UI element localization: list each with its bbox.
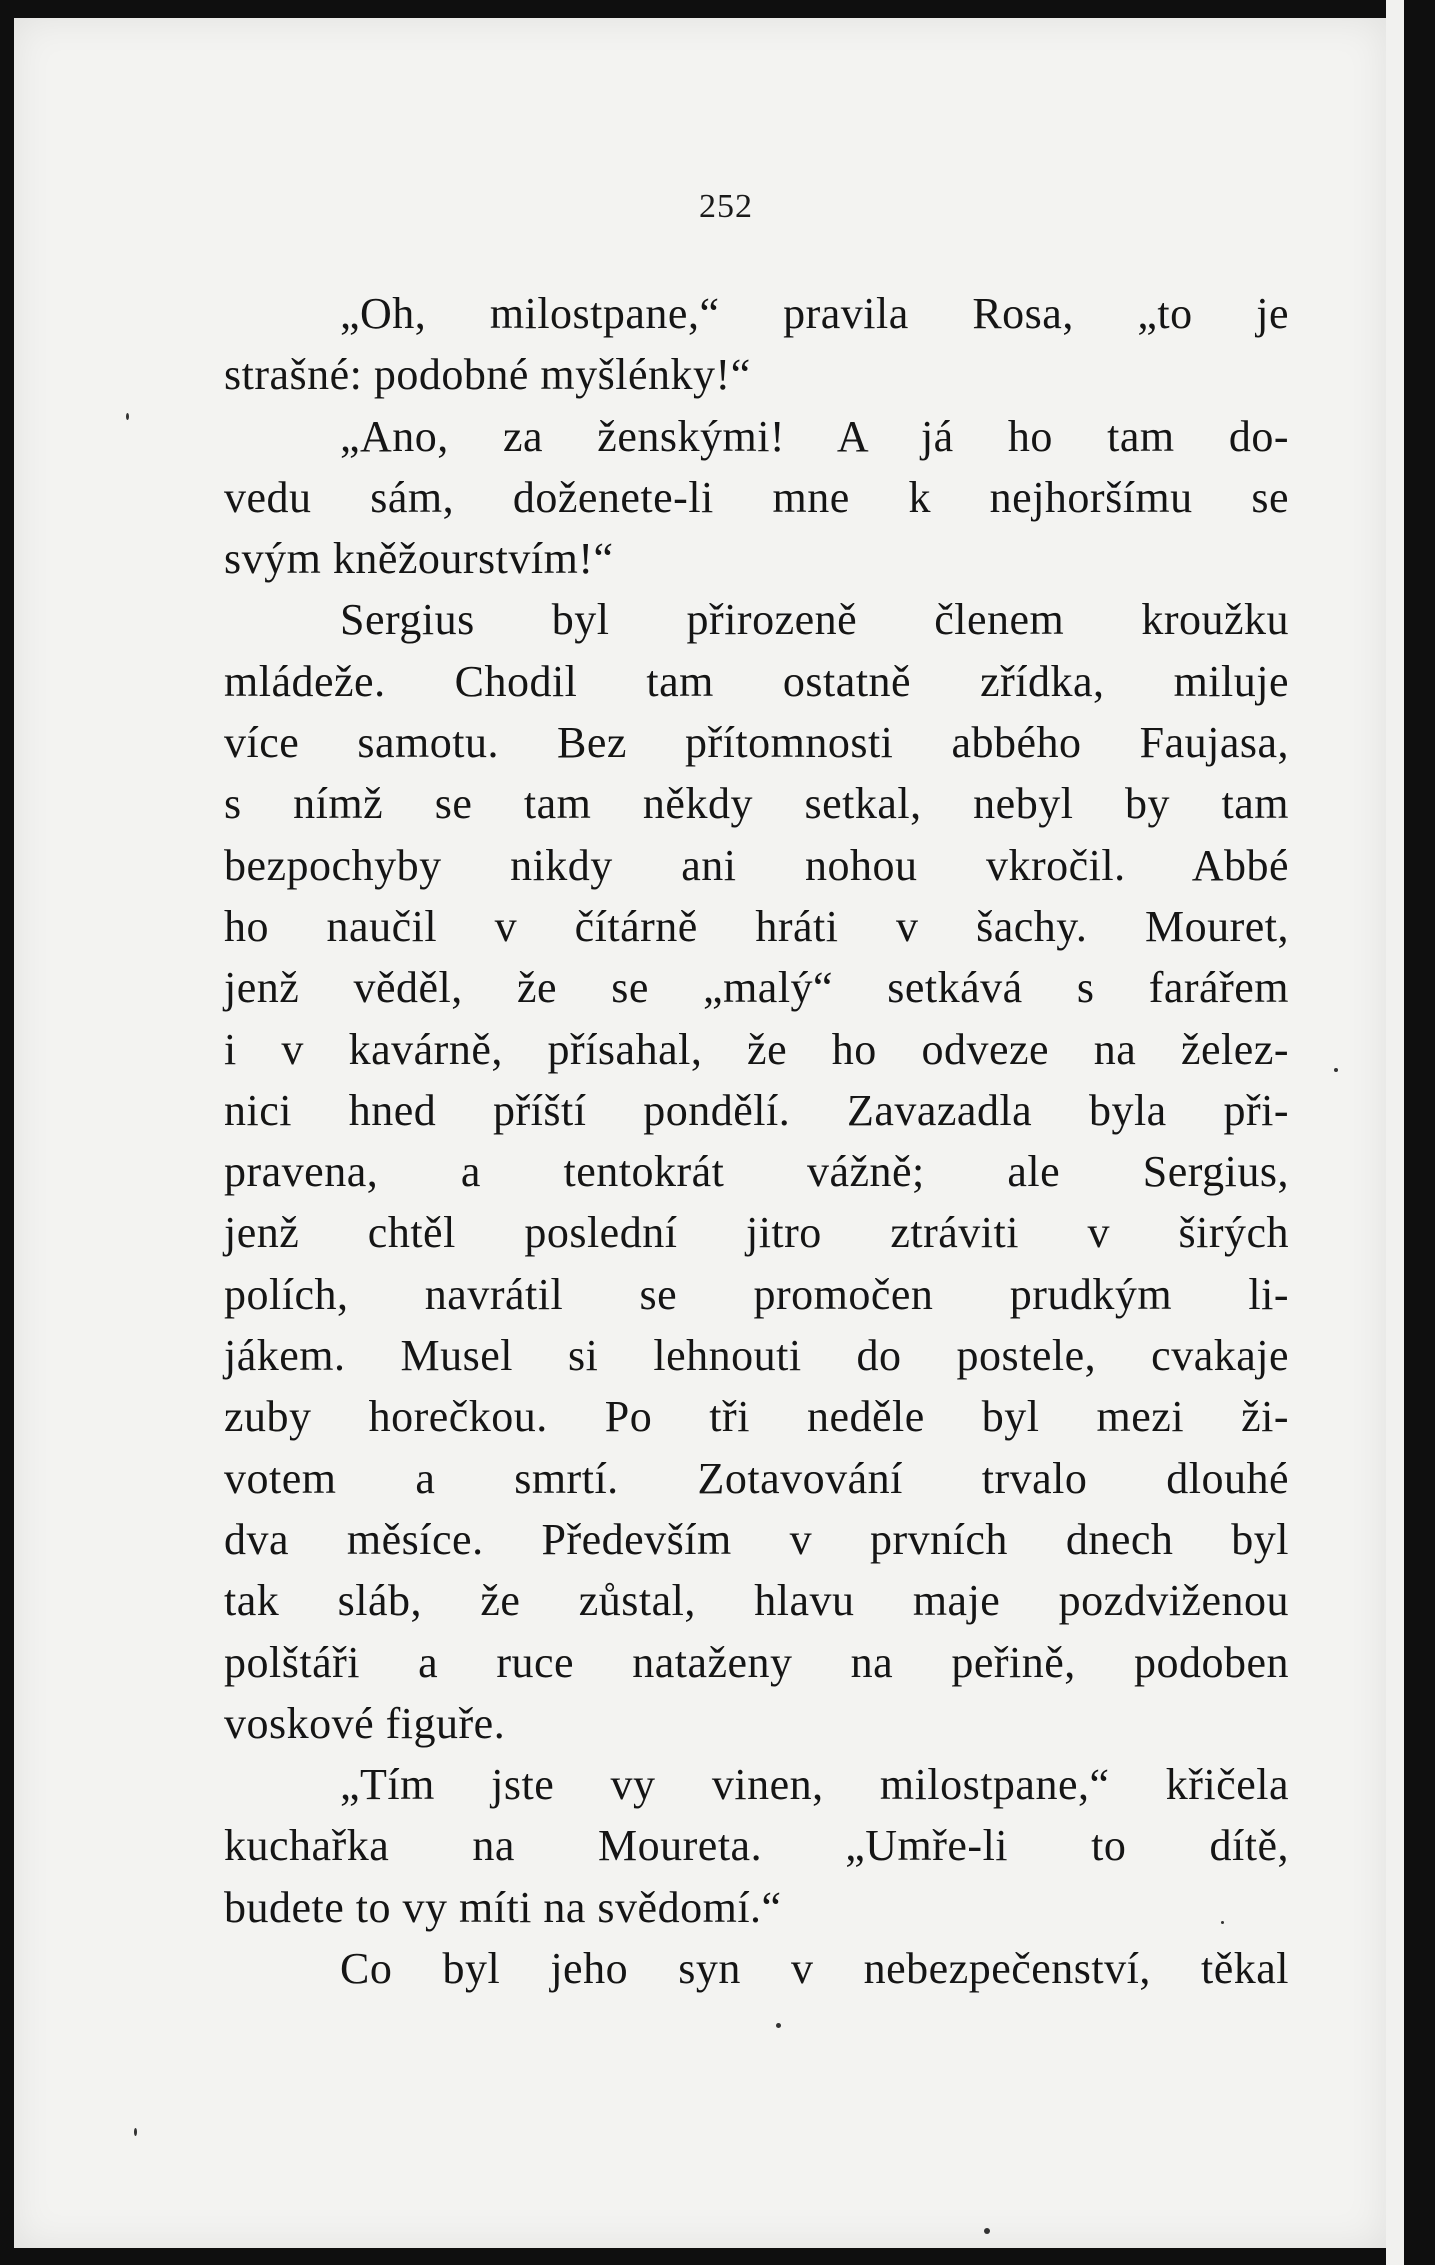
- text-line: polštáři a ruce nataženy na peřině, podoben: [224, 1637, 1289, 1687]
- text-line: svým kněžourstvím!“: [224, 534, 614, 584]
- paper-speck: [984, 2228, 990, 2234]
- paper-speck: [776, 2023, 781, 2028]
- text-line: jenž chtěl poslední jitro ztráviti v širých: [224, 1208, 1289, 1258]
- text-line: kuchařka na Moureta. „Umře-li to dítě,: [224, 1821, 1289, 1871]
- text-line: Co byl jeho syn v nebezpečenství, těkal: [340, 1944, 1289, 1994]
- book-page: [14, 18, 1386, 2248]
- text-line: „Ano, za ženskými! A já ho tam do-: [340, 411, 1289, 461]
- paper-speck: [1334, 1068, 1338, 1072]
- text-line: polích, navrátil se promočen prudkým li-: [224, 1269, 1289, 1319]
- text-line: nici hned příští pondělí. Zavazadla byla při-: [224, 1085, 1289, 1135]
- text-line: strašné: podobné myšlénky!“: [224, 350, 751, 400]
- text-line: ho naučil v čítárně hráti v šachy. Mouret,: [224, 901, 1289, 951]
- text-line: „Oh, milostpane,“ pravila Rosa, „to je: [340, 289, 1289, 338]
- text-line: „Tím jste vy vinen, milostpane,“ křičela: [340, 1760, 1289, 1810]
- text-line: bezpochyby nikdy ani nohou vkročil. Abbé: [224, 840, 1289, 890]
- text-line: vedu sám, doženete-li mne k nejhoršímu se: [224, 472, 1289, 522]
- text-line: Sergius byl přirozeně členem kroužku: [340, 595, 1289, 645]
- book-spine-edge: [1386, 0, 1404, 2265]
- text-line: votem a smrtí. Zotavování trvalo dlouhé: [224, 1453, 1289, 1503]
- text-line: s nímž se tam někdy setkal, nebyl by tam: [224, 779, 1289, 829]
- text-line: zuby horečkou. Po tři neděle byl mezi ži-: [224, 1392, 1289, 1442]
- text-line: i v kavárně, přísahal, že ho odveze na želez-: [224, 1024, 1289, 1074]
- text-line: tak sláb, že zůstal, hlavu maje pozdviženou: [224, 1576, 1289, 1626]
- text-line: voskové figuře.: [224, 1698, 506, 1748]
- text-line: jenž věděl, že se „malý“ setkává s farářem: [224, 963, 1289, 1013]
- paper-speck: [1221, 1921, 1224, 1924]
- text-line: budete to vy míti na svědomí.“: [224, 1882, 782, 1932]
- text-line: mládeže. Chodil tam ostatně zřídka, miluje: [224, 656, 1289, 706]
- page-number: 252: [699, 188, 753, 225]
- body-text: [224, 283, 1289, 1999]
- text-line: jákem. Musel si lehnouti do postele, cvakaje: [224, 1331, 1289, 1381]
- text-line: více samotu. Bez přítomnosti abbého Faujasa,: [224, 718, 1289, 768]
- paper-speck: [126, 413, 129, 420]
- text-line: pravena, a tentokrát vážně; ale Sergius,: [224, 1147, 1289, 1197]
- text-line: dva měsíce. Především v prvních dnech byl: [224, 1514, 1289, 1564]
- paper-speck: [134, 2128, 137, 2136]
